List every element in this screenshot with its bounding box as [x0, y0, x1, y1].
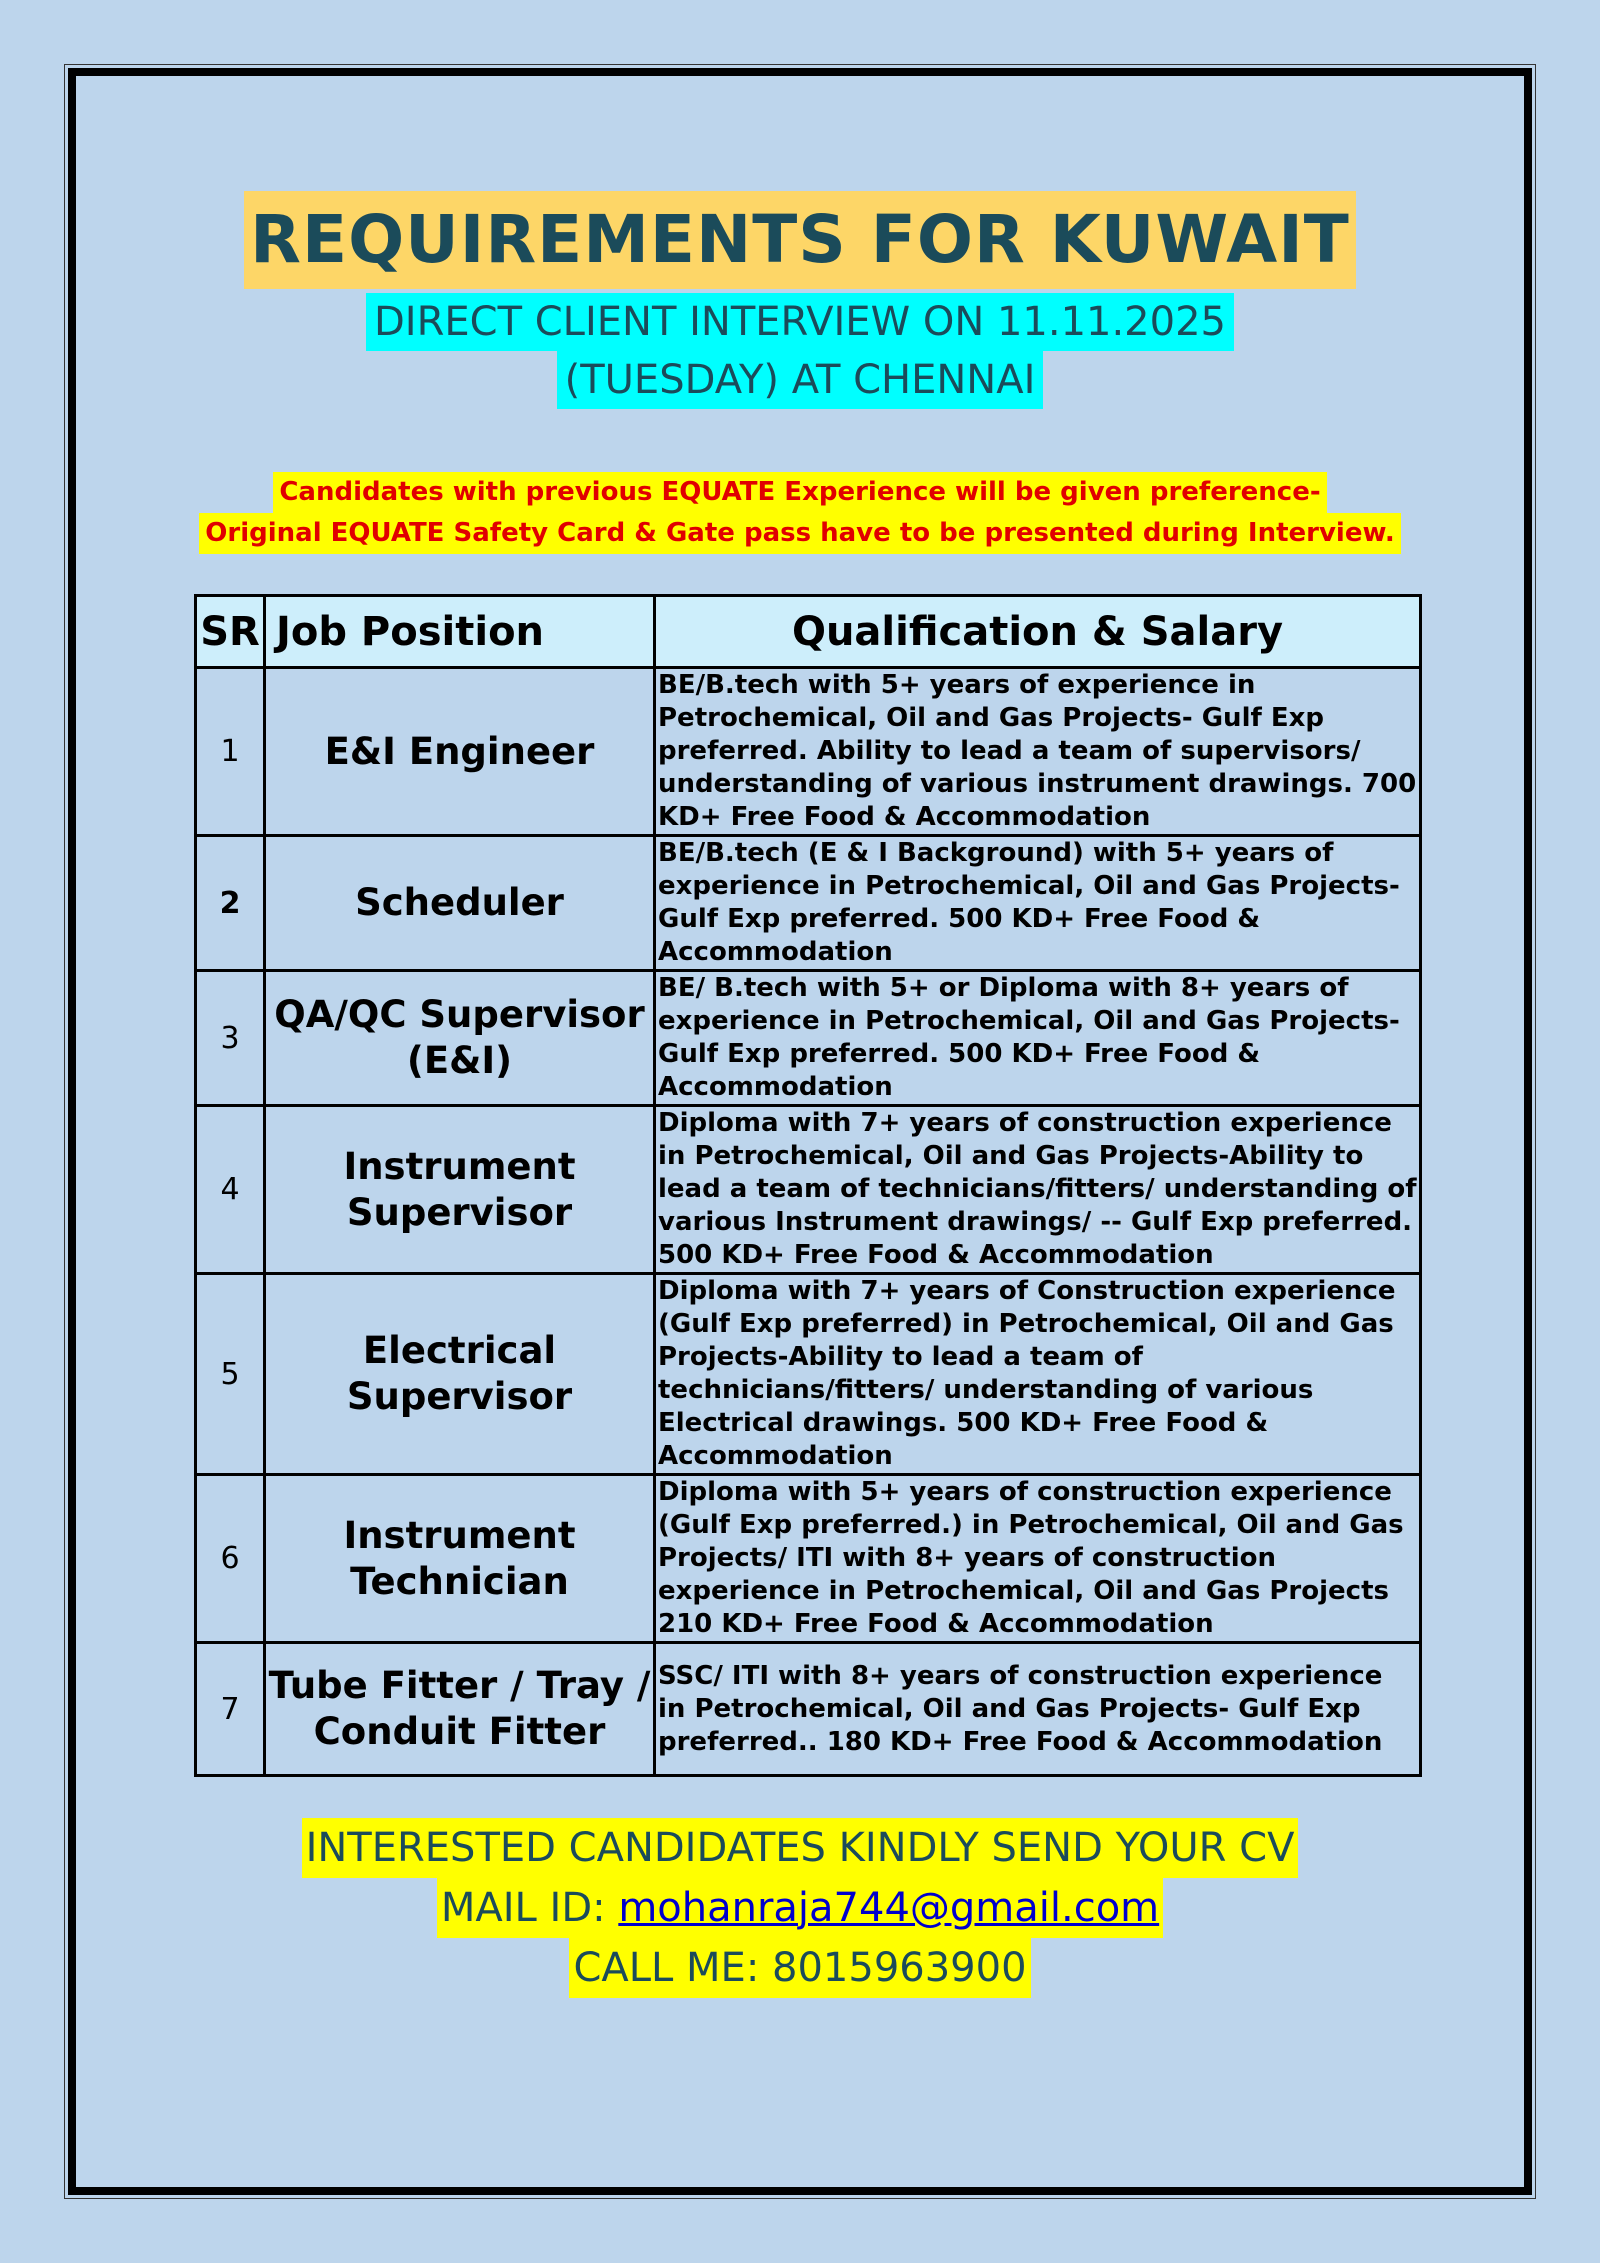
row-qualification: BE/B.tech (E & I Background) with 5+ years of experience in Petrochemical, Oil and Gas Projects- Gulf Exp preferred. 500 KD+ Free Food & Accommodation [655, 836, 1421, 971]
mail-label: MAIL ID: [440, 1885, 619, 1931]
interview-location-line: (TUESDAY) AT CHENNAI [557, 351, 1044, 409]
phone-number: 8015963900 [772, 1945, 1027, 1991]
row-qualification: BE/ B.tech with 5+ or Diploma with 8+ years of experience in Petrochemical, Oil and Gas Projects- Gulf Exp preferred. 500 KD+ Free Food & Accommodation [655, 971, 1421, 1106]
row-position: Instrument Supervisor [265, 1106, 655, 1274]
row-sr: 2 [196, 836, 265, 971]
row-sr: 6 [196, 1475, 265, 1643]
contact-row-3 [0, 1938, 1600, 1998]
subtitle-row-1 [0, 293, 1600, 351]
notice-preference: Candidates with previous EQUATE Experience will be given preference- [273, 472, 1326, 513]
row-qualification: BE/B.tech with 5+ years of experience in Petrochemical, Oil and Gas Projects- Gulf Exp preferred. Ability to lead a team of supervisors/ understanding of various instrument drawings. 700 KD+ Free Food & Accommodation [655, 668, 1421, 836]
subtitle-row-2 [0, 351, 1600, 409]
row-qualification: Diploma with 7+ years of Construction experience (Gulf Exp preferred) in Petrochemical, Oil and Gas Projects-Ability to lead a team of technicians/fitters/ understanding of various Electrical drawings. 500 KD+ Free Food & Accommodation [655, 1274, 1421, 1475]
table-row [196, 1475, 1421, 1643]
row-position: Electrical Supervisor [265, 1274, 655, 1475]
interview-date-line: DIRECT CLIENT INTERVIEW ON 11.11.2025 [366, 293, 1234, 351]
header-job-position: Job Position [265, 596, 655, 668]
table-row [196, 836, 1421, 971]
table-row [196, 1274, 1421, 1475]
header-qualification-salary: Qualification & Salary [655, 596, 1421, 668]
row-sr: 1 [196, 668, 265, 836]
row-position: Tube Fitter / Tray / Conduit Fitter [265, 1643, 655, 1776]
send-cv-line: INTERESTED CANDIDATES KINDLY SEND YOUR CV [302, 1818, 1299, 1878]
title-row [0, 191, 1600, 289]
table-row [196, 1106, 1421, 1274]
row-position: QA/QC Supervisor (E&I) [265, 971, 655, 1106]
jobs-table [194, 594, 1422, 1777]
mail-line [437, 1878, 1163, 1938]
row-sr: 5 [196, 1274, 265, 1475]
row-qualification: Diploma with 7+ years of construction experience in Petrochemical, Oil and Gas Projects-Ability to lead a team of technicians/fitters/ understanding of various Instrument drawings/ -- Gulf Exp preferred. 500 KD+ Free Food & Accommodation [655, 1106, 1421, 1274]
contact-row-1 [0, 1818, 1600, 1878]
call-line [569, 1938, 1030, 1998]
page-title: REQUIREMENTS FOR KUWAIT [244, 191, 1356, 289]
row-position: E&I Engineer [265, 668, 655, 836]
notice-row-2 [0, 513, 1600, 554]
table-row [196, 1643, 1421, 1776]
notice-row-1 [0, 472, 1600, 513]
row-sr: 3 [196, 971, 265, 1106]
notice-documents: Original EQUATE Safety Card & Gate pass have to be presented during Interview. [199, 513, 1400, 554]
row-qualification: Diploma with 5+ years of construction experience (Gulf Exp preferred.) in Petrochemical, Oil and Gas Projects/ ITI with 8+ years of construction experience in Petrochemical, Oil and Gas Projects 210 KD+ Free Food & Accommodation [655, 1475, 1421, 1643]
email-link[interactable]: mohanraja744@gmail.com [618, 1885, 1160, 1931]
row-sr: 7 [196, 1643, 265, 1776]
table-row [196, 668, 1421, 836]
call-label: CALL ME: [573, 1945, 773, 1991]
header-sr: SR [196, 596, 265, 668]
contact-row-2 [0, 1878, 1600, 1938]
table-row [196, 971, 1421, 1106]
row-sr: 4 [196, 1106, 265, 1274]
row-qualification: SSC/ ITI with 8+ years of construction experience in Petrochemical, Oil and Gas Projects- Gulf Exp preferred.. 180 KD+ Free Food & Accommodation [655, 1643, 1421, 1776]
row-position: Instrument Technician [265, 1475, 655, 1643]
table-header-row [196, 596, 1421, 668]
row-position: Scheduler [265, 836, 655, 971]
